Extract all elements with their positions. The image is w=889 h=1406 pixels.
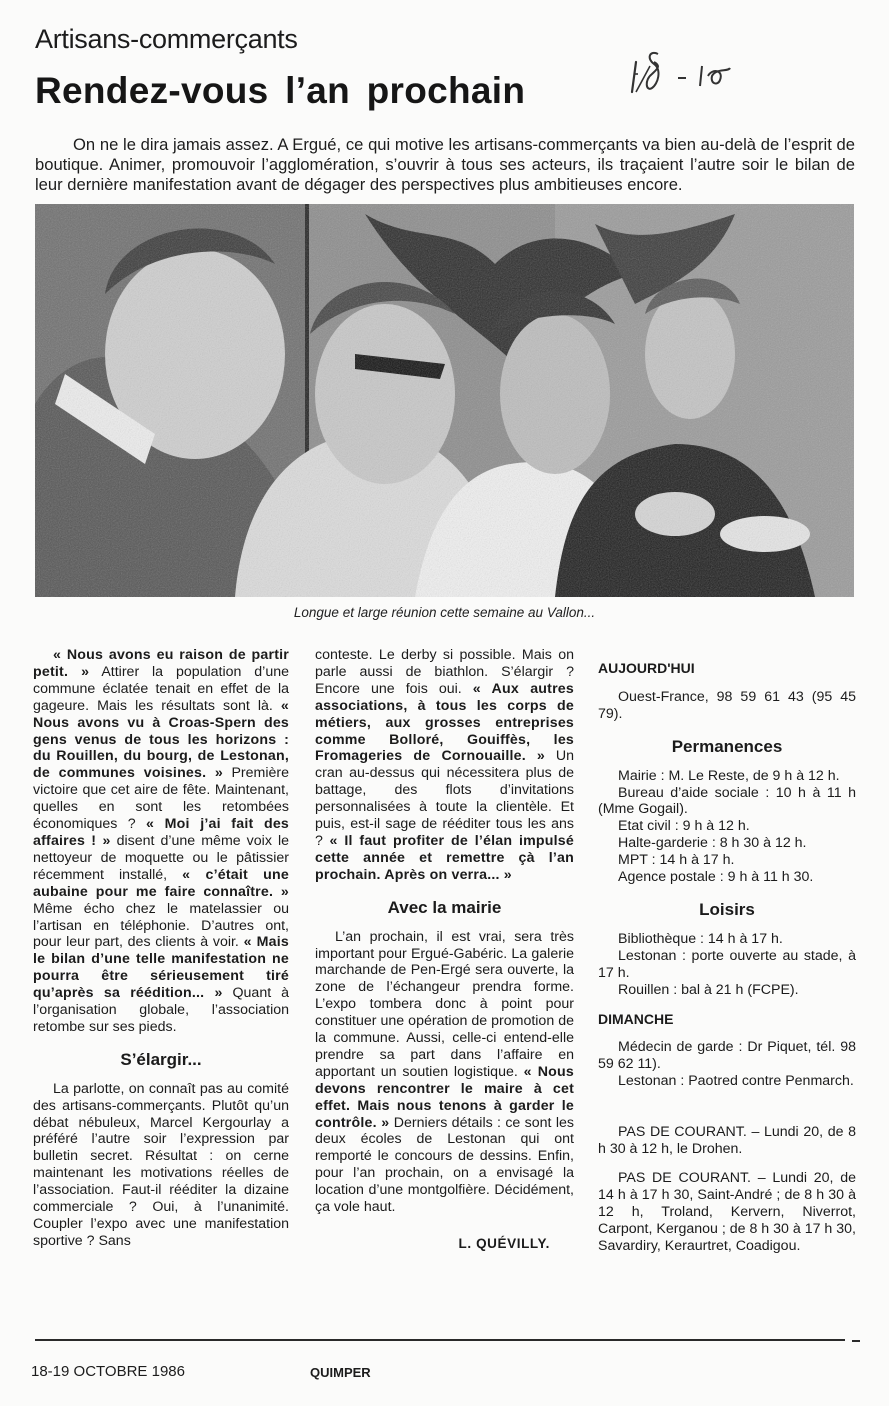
- article-paragraph: [33, 647, 289, 1036]
- loisirs-item: Lestonan : porte ouverte au stade, à 17 h.: [598, 947, 856, 981]
- quote-text: « Nous avons vu à Croas-Spern des gens venus de tous les horizons : du Rouillen, du bourg, de Lestonan, de communes voisines. »: [33, 697, 289, 782]
- sunday-item: Médecin de garde : Dr Piquet, tél. 98 59 62 11).: [598, 1039, 856, 1073]
- subheading: S’élargir...: [120, 1049, 202, 1069]
- quote-text: « Nous devons rencontrer le maire à cet effet. Mais nous tenons à garder le contrôle. »: [315, 1063, 574, 1131]
- quote-text: « Nous avons eu raison de partir petit. »: [33, 647, 289, 680]
- permanence-item: Agence postale : 9 h à 11 h 30.: [618, 869, 814, 886]
- handwritten-date-annotation: [628, 48, 748, 98]
- article-column-1: [33, 647, 289, 1250]
- photo-caption: Longue et large réunion cette semaine au Vallon...: [293, 605, 596, 620]
- meeting-photo: [35, 204, 854, 597]
- article-paragraph: [315, 929, 574, 1216]
- body-text: conteste. Le derby si possible. Mais on parle aussi de biathlon. S’élargir ? Encore une fois oui.: [315, 647, 574, 697]
- body-text: Quant à l’organisation globale, l’association retombe sur ses pieds.: [33, 985, 289, 1035]
- body-text: Même écho chez le matelassier ou l’artisan en téléphonie. D’autres ont, pour leur part, des clients à voir.: [33, 900, 289, 951]
- quote-text: « Mais le bilan d’une telle manifestation ne pourra être sérieusement tiré qu’après sa réédition... »: [33, 934, 289, 1002]
- edition-city: QUIMPER: [310, 1365, 371, 1380]
- permanence-item: Halte-garderie : 8 h 30 à 12 h.: [618, 835, 807, 852]
- body-text: disent d’une même voix le nettoyeur de moquette ou le pâtissier récemment installé,: [33, 832, 289, 883]
- power-outage-notice: PAS DE COURANT. – Lundi 20, de 14 h à 17 h 30, Saint-André ; de 8 h 30 à 12 h, Troland, Kervern, Niverrot, Carpont, Kerganou ; de 8 h 30 à 17 h 30, Savardiry, Keraurtret, Coadigou.: [598, 1169, 856, 1254]
- body-text: Première victoire que cet aire de fête. Maintenant, quelles en sont les retombées économiques ?: [33, 765, 289, 833]
- lede-paragraph: On ne le dira jamais assez. A Ergué, ce qui motive les artisans-commerçants va bien au-delà de l’esprit de boutique. Animer, promouvoir l’agglomération, s’ouvrir à tous ses acteurs, ils traçaient l’autre soir le bilan de leur dernière manifestation avant de dégager des perspectives plus ambitieuses encore.: [35, 134, 855, 194]
- sunday-item: Lestonan : Paotred contre Penmarch.: [618, 1073, 854, 1090]
- today-label: AUJOURD'HUI: [598, 660, 695, 676]
- body-text: Derniers détails : ce sont les deux écoles de Lestonan qui ont remporté le concours de dessins. Enfin, pour l’an prochain, on a envisagé la location d’une montgolfière. Décidément, ça vole haut.: [315, 1114, 574, 1216]
- quote-text: « c’était une aubaine pour me faire connaître. »: [33, 866, 289, 900]
- quote-text: « Moi j’ai fait des affaires ! »: [33, 816, 289, 849]
- permanence-item: Mairie : M. Le Reste, de 9 h à 12 h.: [618, 767, 840, 784]
- body-text: L’an prochain, il est vrai, sera très important pour Ergué-Gabéric. La galerie marchande de Pen-Ergé sera ouverte, la zone de l’échangeur prendra forme. L’expo tombera donc à point pour constituer une opération de promotion de la commune. Aussi, celle-ci entend-elle prendre sa part dans l’affaire en apportant un soutien logistique.: [315, 928, 574, 1080]
- body-text: Attirer la population d’une commune éclatée tenait en effet de la gageure. Mais les résultats sont là.: [33, 663, 289, 714]
- section-kicker: Artisans-commerçants: [35, 24, 298, 54]
- sunday-label: DIMANCHE: [598, 1010, 674, 1027]
- subheading: Avec la mairie: [387, 897, 502, 917]
- local-info-sidebar: [598, 660, 856, 1254]
- permanences-heading: Permanences: [671, 736, 783, 756]
- issue-date: 18-19 OCTOBRE 1986: [31, 1363, 185, 1380]
- permanence-item: Etat civil : 9 h à 12 h.: [618, 818, 750, 835]
- permanence-item: MPT : 14 h à 17 h.: [618, 852, 735, 869]
- permanence-item: Bureau d’aide sociale : 10 h à 11 h (Mme Gogail).: [598, 784, 856, 818]
- loisirs-item: Bibliothèque : 14 h à 17 h.: [618, 930, 783, 947]
- article-paragraph: La parlotte, on connaît pas au comité des artisans-commerçants. Plutôt qu’un débat nébuleux, Marcel Kergourlay a préféré l’autre soir l’expression par bulletin secret. Résultat : on cerne maintenant les motivations réelles de l’association. Faut-il rééditer la dizaine commerciale ? Oui, à l’unanimité. Coupler l’expo avec une manifestation sportive ? Sans: [33, 1080, 289, 1249]
- body-text: Un cran au-dessus qui nécessitera plus de battage, des flots d’invitations personnalisées à toute la clientèle. Et puis, est-il sage de rééditer tous les ans ?: [315, 748, 575, 849]
- loisirs-item: Rouillen : bal à 21 h (FCPE).: [618, 981, 799, 998]
- headline: Rendez-vous l’an prochain: [35, 70, 526, 111]
- loisirs-heading: Loisirs: [699, 899, 755, 919]
- footer-divider-end: [852, 1340, 860, 1342]
- footer-divider: [35, 1339, 845, 1341]
- today-text: Ouest-France, 98 59 61 43 (95 45 79).: [598, 688, 856, 722]
- article-paragraph: [315, 647, 574, 884]
- byline: L. QUÉVILLY.: [458, 1236, 550, 1251]
- article-column-2: [315, 647, 574, 1253]
- power-outage-notice: PAS DE COURANT. – Lundi 20, de 8 h 30 à 12 h, le Drohen.: [598, 1124, 856, 1158]
- quote-text: « Il faut profiter de l’élan impulsé cette année et remettre çà l’an prochain. Après on verra... »: [315, 832, 574, 883]
- quote-text: « Aux autres associations, à tous les corps de métiers, aux grosses entreprises comme Bolloré, Gouiffès, les Fromageries de Cornouaille. »: [315, 680, 574, 765]
